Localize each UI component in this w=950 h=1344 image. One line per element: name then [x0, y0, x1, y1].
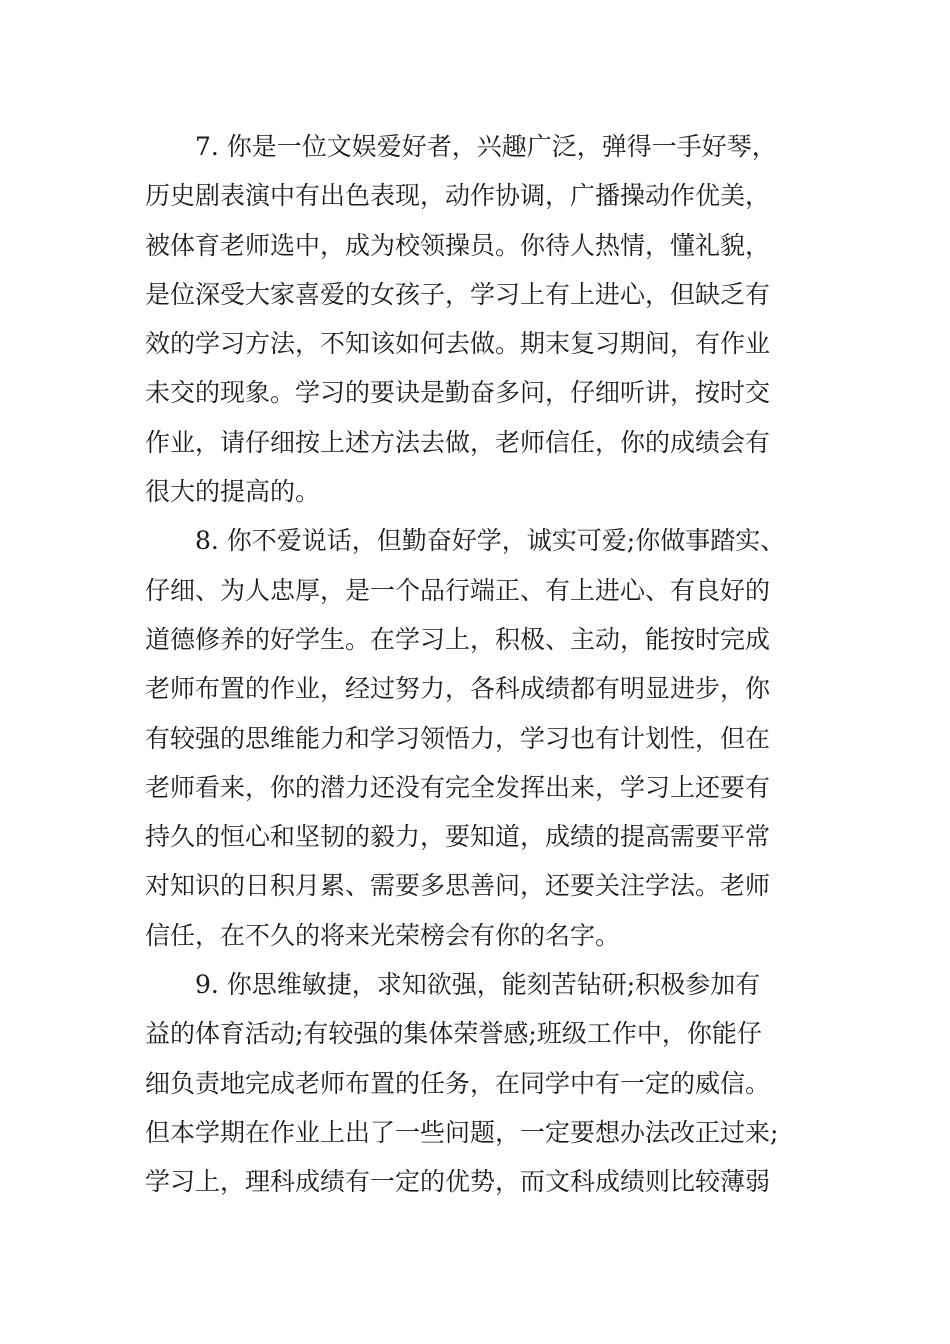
paragraph-line: 学习上，理科成绩有一定的优势，而文科成绩则比较薄弱 [145, 1167, 771, 1197]
paragraph-line: 对知识的日积月累、需要多思善问，还要关注学法。老师 [145, 871, 771, 901]
paragraph-9 [145, 960, 810, 1206]
paragraph-line: 持久的恒心和坚韧的毅力，要知道，成绩的提高需要平常 [145, 822, 771, 852]
paragraph-line: 但本学期在作业上出了一些问题，一定要想办法改正过来; [145, 1117, 779, 1147]
paragraph-line: 老师布置的作业，经过努力，各科成绩都有明显进步，你 [145, 674, 771, 704]
paragraph-line: 信任，在不久的将来光荣榜会有你的名字。 [145, 920, 621, 950]
paragraph-8 [145, 516, 810, 960]
document-body [145, 122, 810, 1207]
paragraph-7 [145, 122, 810, 516]
paragraph-line: 9. 你思维敏捷，求知欲强，能刻苦钻研;积极参加有 [195, 970, 761, 1000]
paragraph-line: 细负责地完成老师布置的任务，在同学中有一定的威信。 [145, 1068, 771, 1098]
paragraph-line: 未交的现象。学习的要诀是勤奋多问，仔细听讲，按时交 [145, 378, 771, 408]
paragraph-line: 效的学习方法，不知该如何去做。期末复习期间，有作业 [145, 329, 771, 359]
paragraph-line: 是位深受大家喜爱的女孩子，学习上有上进心，但缺乏有 [145, 279, 771, 309]
paragraph-line: 道德修养的好学生。在学习上，积极、主动，能按时完成 [145, 624, 771, 654]
paragraph-line: 历史剧表演中有出色表现，动作协调，广播操动作优美， [145, 181, 771, 211]
paragraph-line: 7. 你是一位文娱爱好者，兴趣广泛，弹得一手好琴， [195, 132, 777, 161]
paragraph-line: 被体育老师选中，成为校领操员。你待人热情，懂礼貌， [145, 230, 771, 260]
paragraph-line: 仔细、为人忠厚，是一个品行端正、有上进心、有良好的 [145, 575, 771, 605]
paragraph-line: 益的体育活动;有较强的集体荣誉感;班级工作中，你能仔 [145, 1019, 762, 1049]
paragraph-line: 8. 你不爱说话，但勤奋好学，诚实可爱;你做事踏实、 [195, 526, 786, 556]
paragraph-line: 老师看来，你的潜力还没有完全发挥出来，学习上还要有 [145, 772, 771, 802]
paragraph-line: 很大的提高的。 [145, 477, 321, 507]
paragraph-line: 有较强的思维能力和学习领悟力，学习也有计划性，但在 [145, 723, 771, 753]
paragraph-line: 作业，请仔细按上述方法去做，老师信任，你的成绩会有 [145, 427, 771, 457]
